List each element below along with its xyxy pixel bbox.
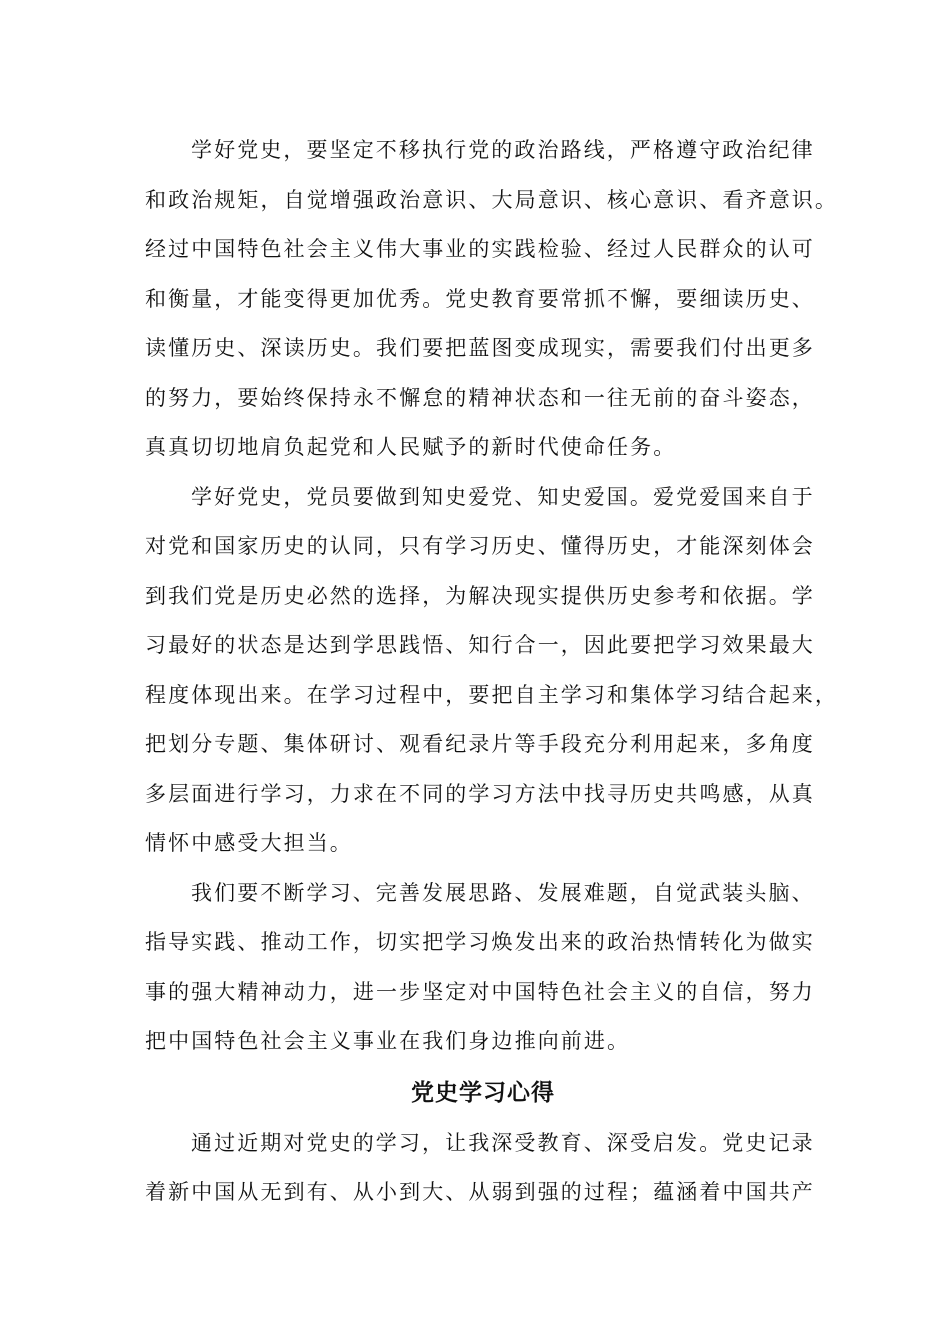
text-line: 情怀中感受大担当。 [145,831,353,855]
text-line: 对党和国家历史的认同，只有学习历史、懂得历史，才能深刻体会 [145,534,815,558]
paragraph-1 [145,126,838,473]
text-line: 事的强大精神动力，进一步坚定对中国特色社会主义的自信，努力 [145,979,815,1004]
text-line: 学好党史，党员要做到知史爱党、知史爱国。爱党爱国来自于 [191,484,815,509]
paragraph-2 [145,473,838,869]
text-line: 学好党史，要坚定不移执行党的政治路线，严格遵守政治纪律 [191,138,815,162]
text-line: 指导实践、推动工作，切实把学习焕发出来的政治热情转化为做实 [145,930,815,954]
text-line: 经过中国特色社会主义伟大事业的实践检验、经过人民群众的认可 [145,237,815,261]
text-line: 把中国特色社会主义事业在我们身边推向前进。 [145,1029,631,1053]
text-line: 多层面进行学习，力求在不同的学习方法中找寻历史共鸣感，从真 [145,781,815,806]
text-line: 读懂历史、深读历史。我们要把蓝图变成现实，需要我们付出更多 [145,336,815,360]
text-line: 到我们党是历史必然的选择，为解决现实提供历史参考和依据。学 [145,583,815,608]
paragraph-4 [145,1119,815,1218]
text-line: 着新中国从无到有、从小到大、从弱到强的过程；蕴涵着中国共产 [145,1180,815,1204]
section-heading: 党史学习心得 [411,1079,555,1106]
text-line: 把划分专题、集体研讨、观看纪录片等手段充分利用起来，多角度 [145,732,815,756]
text-line: 习最好的状态是达到学思践悟、知行合一，因此要把学习效果最大 [145,633,815,657]
text-line: 和衡量，才能变得更加优秀。党史教育要常抓不懈，要细读历史、 [145,286,815,311]
text-line: 真真切切地肩负起党和人民赋予的新时代使命任务。 [145,435,677,459]
document-body [145,126,838,1218]
text-line: 程度体现出来。在学习过程中，要把自主学习和集体学习结合起来， [145,682,838,707]
text-line: 通过近期对党史的学习，让我深受教育、深受启发。党史记录 [191,1130,815,1155]
paragraph-3 [145,869,815,1067]
text-line: 我们要不断学习、完善发展思路、发展难题，自觉武装头脑、 [191,880,815,905]
text-line: 和政治规矩，自觉增强政治意识、大局意识、核心意识、看齐意识。 [145,187,838,212]
text-line: 的努力，要始终保持永不懈怠的精神状态和一往无前的奋斗姿态， [145,385,815,410]
